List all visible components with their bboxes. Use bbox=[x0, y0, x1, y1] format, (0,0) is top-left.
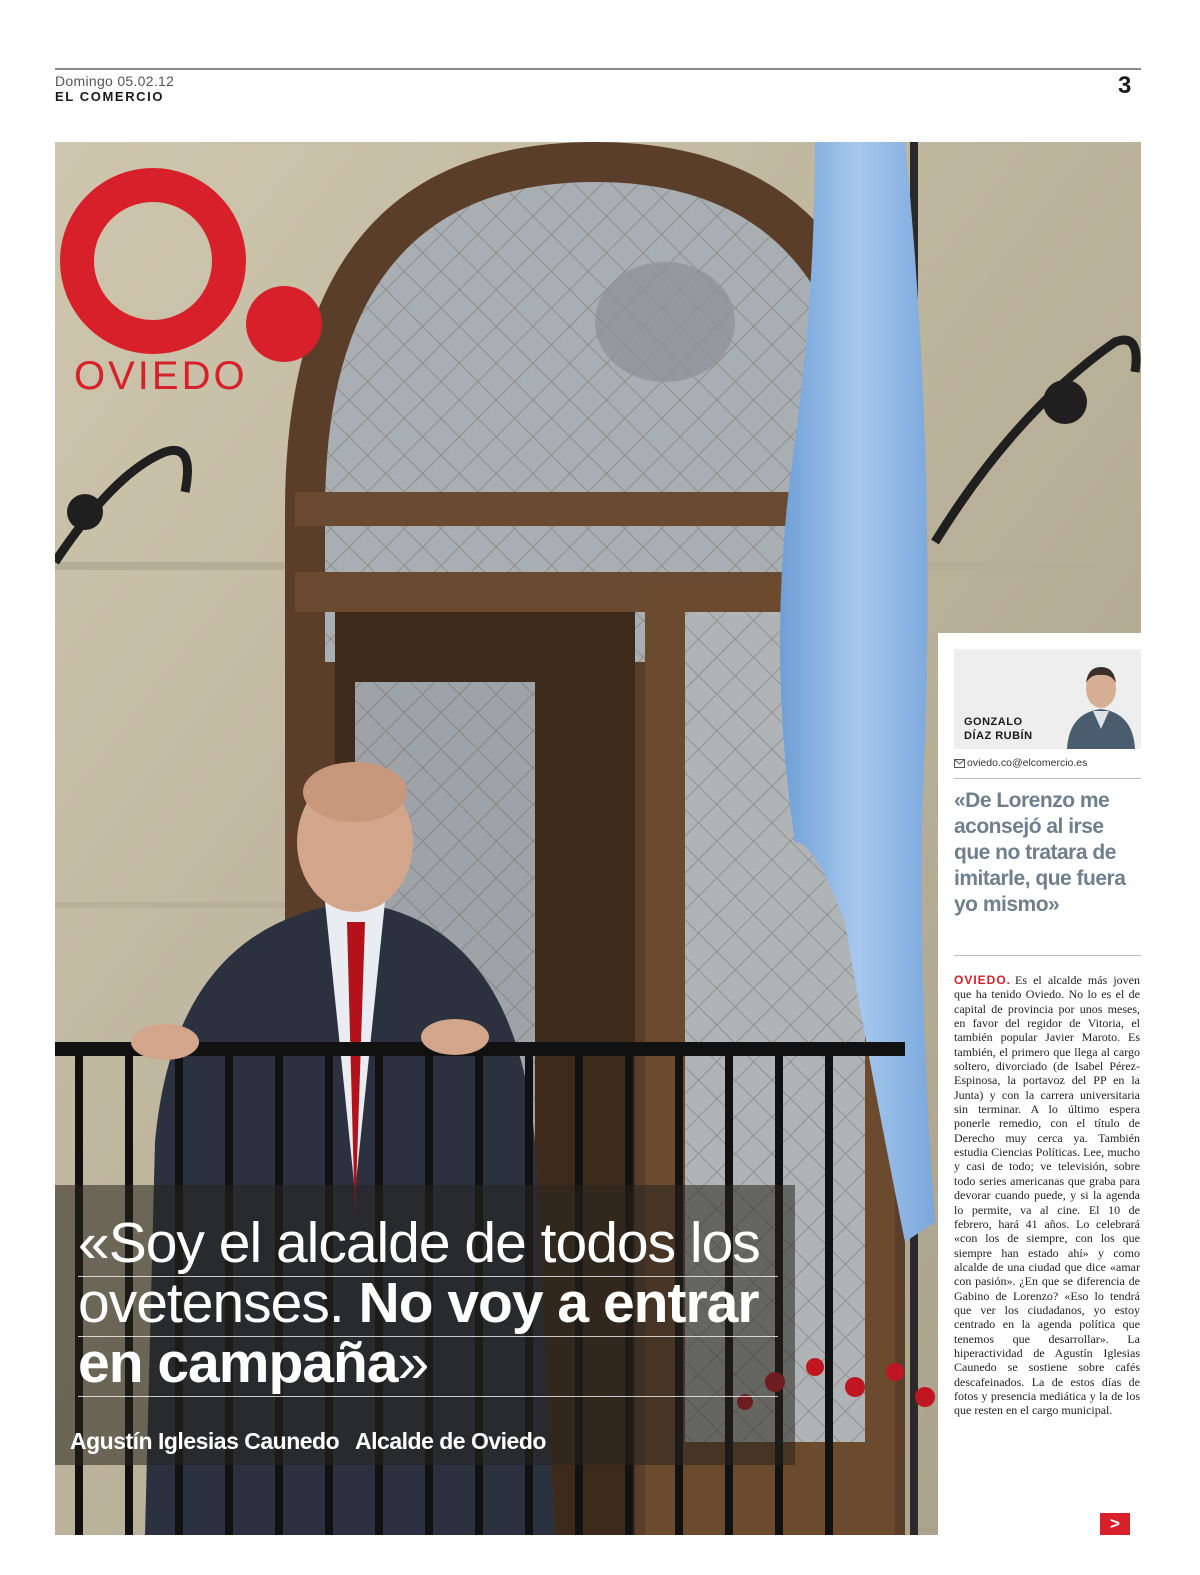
main-headline bbox=[78, 1213, 808, 1393]
byline-name: Agustín Iglesias Caunedo bbox=[70, 1428, 340, 1454]
newspaper-name: EL COMERCIO bbox=[55, 89, 165, 104]
byline-role: Alcalde de Oviedo bbox=[355, 1428, 546, 1454]
author-photo bbox=[1061, 649, 1141, 749]
pull-quote: «De Lorenzo me aconsejó al irse que no tratara de imitarle, que fuera yo mismo» bbox=[954, 789, 1126, 916]
author-card bbox=[954, 649, 1141, 749]
headline-closing: » bbox=[397, 1331, 429, 1395]
article-body bbox=[954, 973, 1140, 1418]
section-logo-o bbox=[60, 168, 246, 354]
author-name-line1: GONZALO bbox=[964, 716, 1023, 728]
headline-rule bbox=[78, 1396, 778, 1397]
article-text: Es el alcalde más joven que ha tenido Oviedo. No lo es el de capital de provincia por unos meses, en favor del regidor de Vitoria, el también popular Javier Maroto. Es también, el primero que llega al cargo soltero, divorciado (de Isabel Pérez-Espinosa, la portavoz del PP en la Junta) y con la carrera universitaria sin terminar. A lo último espera ponerle remedio, con el título de Derecho muy cerca ya. También estudia Ciencias Políticas. Lee, mucho y casi de todo; ve televisión, sobre todo series americanas que graba para devorar cuando puede, y si la agenda lo permite, va al cine. El 10 de febrero, hará 41 años. Lo celebrará «con los de siempre, con los que siempre han estado ahí» y como alcalde de una ciudad que dice «amar con pasión». ¿En que se diferencia de Gabino de Lorenzo? «Eso lo tendrá que ver los ciudadanos, yo estoy centrado en la agenda política que tenemos que desarrollar». La hiperactividad de Agustín Iglesias Caunedo se sostiene sobre cafés descafeinados. La de estos días de fotos y presencia mediática y la de los que resten en el cargo municipal. bbox=[954, 973, 1140, 1418]
byline bbox=[70, 1428, 546, 1455]
author-email[interactable] bbox=[954, 757, 1087, 769]
author-name bbox=[964, 715, 1033, 743]
section-logo-dot bbox=[246, 286, 322, 362]
author-name-line2: DÍAZ RUBÍN bbox=[964, 730, 1033, 742]
header-rule bbox=[55, 68, 1141, 70]
continue-arrow-icon[interactable]: > bbox=[1100, 1513, 1130, 1535]
author-email-text[interactable]: oviedo.co@elcomercio.es bbox=[967, 757, 1088, 769]
section-city: OVIEDO bbox=[74, 354, 248, 398]
mail-icon bbox=[954, 759, 965, 768]
headline-light: «Soy el alcalde de todos los ovetenses. bbox=[78, 1211, 760, 1335]
sidebar-divider bbox=[954, 778, 1141, 779]
article-lead: OVIEDO. bbox=[954, 973, 1012, 987]
issue-date: Domingo 05.02.12 bbox=[55, 73, 175, 89]
headline-bold: No voy a entrar en campaña bbox=[78, 1271, 759, 1395]
sidebar-divider bbox=[954, 955, 1141, 956]
sidebar-column bbox=[938, 633, 1150, 1535]
page-number: 3 bbox=[1118, 72, 1132, 99]
